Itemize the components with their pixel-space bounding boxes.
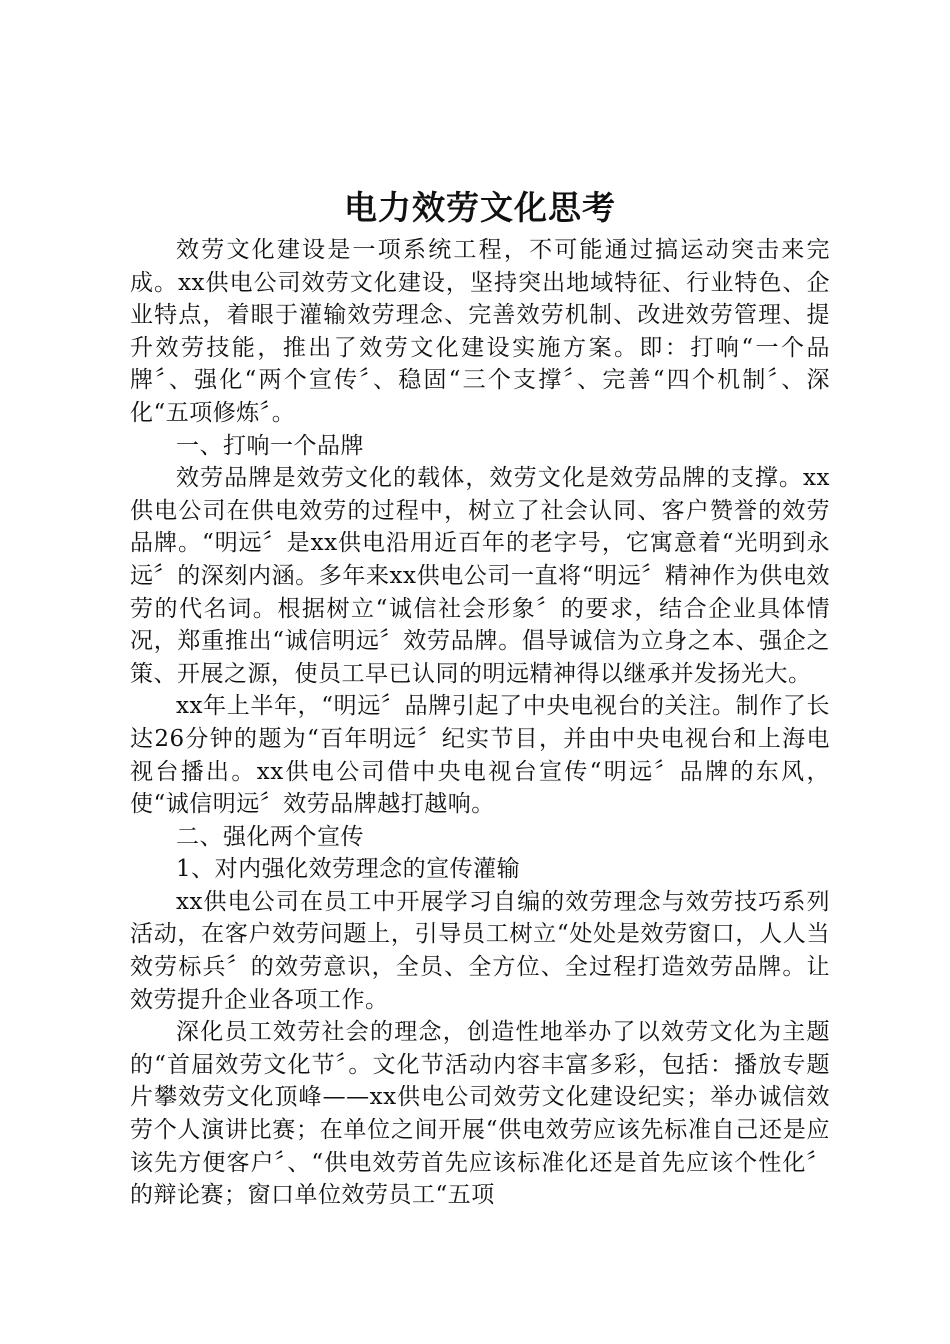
paragraph-festival: 深化员工效劳社会的理念，创造性地举办了以效劳文化为主题的“首届效劳文化节〞。文化节活动内容丰富多彩，包括：播放专题片攀效劳文化顶峰——xx供电公司效劳文化建设纪实；举办诚信效劳个人演讲比赛；在单位之间开展“供电效劳应该先标准自己还是应该先方便客户〞、“供电效劳首先应该标准化还是首先应该个性化〞的辩论赛；窗口单位效劳员工“五项: [130, 1019, 830, 1209]
paragraph-intro: 效劳文化建设是一项系统工程，不可能通过搞运动突击来完成。xx供电公司效劳文化建设，坚持突出地域特征、行业特色、企业特点，着眼于灌输效劳理念、完善效劳机制、改进效劳管理、提升效劳技能，推出了效劳文化建设实施方案。即：打响“一个品牌〞、强化“两个宣传〞、稳固“三个支撑〞、完善“四个机制〞、深化“五项修炼〞。: [130, 237, 830, 426]
document-page: [130, 186, 830, 1212]
paragraph-cctv: xx年上半年，“明远〞品牌引起了中央电视台的关注。制作了长达26分钟的题为“百年明远〞纪实节目，并由中央电视台和上海电视台播出。xx供电公司借中央电视台宣传“明远〞品牌的东风，使“诚信明远〞效劳品牌越打越响。: [130, 693, 830, 818]
subsection-heading-1: 1、对内强化效劳理念的宣传灌输: [176, 856, 521, 883]
document-title: 电力效劳文化思考: [344, 188, 616, 227]
section-heading-2: 二、强化两个宣传: [176, 823, 364, 850]
paragraph-internal: xx供电公司在员工中开展学习自编的效劳理念与效劳技巧系列活动，在客户效劳问题上，引导员工树立“处处是效劳窗口，人人当效劳标兵〞的效劳意识，全员、全方位、全过程打造效劳品牌。让效劳提升企业各项工作。: [130, 888, 830, 1013]
section-heading-1: 一、打响一个品牌: [176, 432, 364, 459]
paragraph-brand: 效劳品牌是效劳文化的载体，效劳文化是效劳品牌的支撑。xx供电公司在供电效劳的过程中，树立了社会认同、客户赞誉的效劳品牌。“明远〞是xx供电沿用近百年的老字号，它寓意着“光明到永远〞的深刻内涵。多年来xx供电公司一直将“明远〞精神作为供电效劳的代名词。根据树立“诚信社会形象〞的要求，结合企业具体情况，郑重推出“诚信明远〞效劳品牌。倡导诚信为立身之本、强企之策、开展之源，使员工早已认同的明远精神得以继承并发扬光大。: [130, 465, 830, 687]
